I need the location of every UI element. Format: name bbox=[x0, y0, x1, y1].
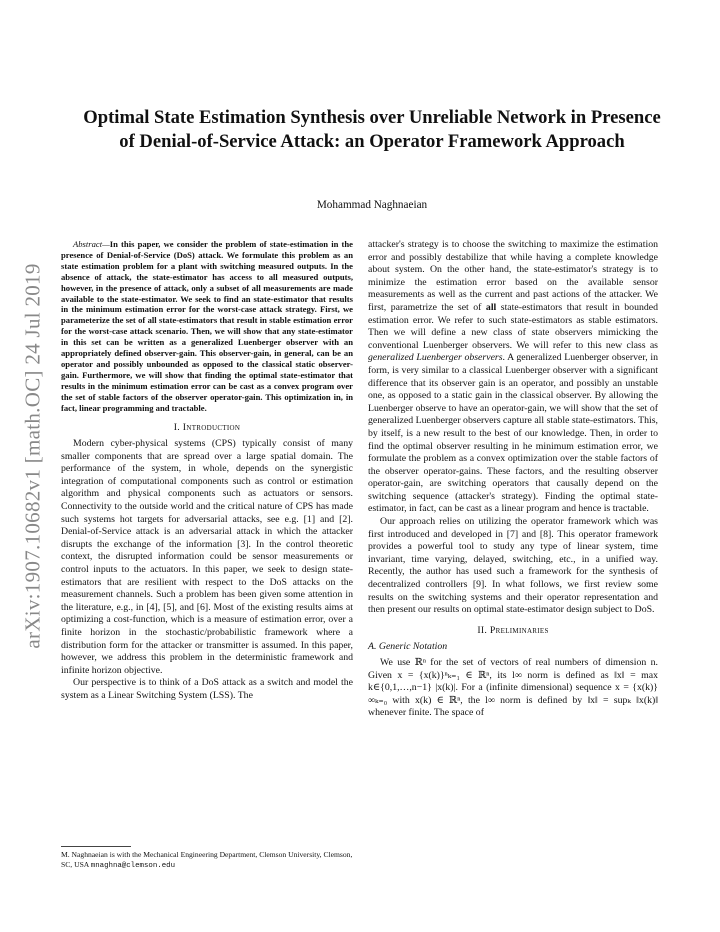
intro-paragraph-1: Modern cyber-physical systems (CPS) typically consist of many smaller components that are spread over a large spatial domain. The performance of the system, in whole, depends on the synergistic integration of computational components such as control or estimation algorithm and physical components such as actuators or sensors. Connectivity to the outside world and the critical nature of CPS has made such systems hot targets for adversarial attacks, see e.g. [1] and [2]. Denial-of-Service attack is an adversarial attack in which the attacker disrupts the exchange of the information [3]. In the control theoretic context, the disrupted information could be sensor measurements or control inputs to the actuators. In this paper, we seek to design state-estimators that are resilient with respect to the DoS attacks on the measurement channels. Such a problem has been given some attention in the literature, e.g., in [4], [5], and [6]. Most of the existing results aims at optimizing a cost-function, which is a measure of estimation error, over a finite horizon in the stochastic/probabilistic framework where a distribution form for the attacker or transmitter is assumed. In this paper, however, we address this problem in the deterministic framework and infinite horizon objective. bbox=[61, 438, 353, 676]
arxiv-stamp-text: arXiv:1907.10682v1 [math.OC] 24 Jul 2019 bbox=[20, 263, 45, 649]
section-introduction-heading: I. Introduction bbox=[173, 421, 241, 433]
author-name: Mohammad Naghnaeian bbox=[316, 199, 428, 211]
intro-paragraph-2: Our perspective is to think of a DoS attack as a switch and model the system as a Linear Switching System (LSS). The bbox=[61, 677, 353, 701]
right-p1-part-b: state-estimators that result in bounded estimation error. We refer to such state-estimators as stable estimators. Then we will define a new class of state observers mimicking the conventional Luenberger observers. We will refer to this new class as bbox=[368, 301, 659, 351]
footnote-email: mnaghna@clemson.edu bbox=[90, 861, 176, 870]
left-column bbox=[61, 239, 353, 703]
notation-paragraph: We use ℝⁿ for the set of vectors of real numbers of dimension n. Given x = {x(k)}ⁿₖ₌₁ ∈ ℝⁿ, its l∞ norm is defined as ‖x‖ = max k∈{0,1,…,n−1} |x(k)|. For a (infinite dimensional) sequence x = {x(k)}∞ₖ₌₀ with x(k) ∈ ℝⁿ, the l∞ norm is defined by ‖x‖ = supₖ ‖x(k)‖ whenever finite. The space of bbox=[368, 657, 658, 719]
right-column bbox=[368, 239, 658, 720]
subsection-generic-notation: A. Generic Notation bbox=[368, 641, 448, 653]
abstract-body: In this paper, we consider the problem of state-estimation in the presence of Denial-of-Service (DoS) attack. We formulate this problem as an state estimation problem for a plant with switching measured outputs. In the absence of attack, the state-estimator has access to all measured outputs, however, in the presence of attack, only a subset of all measurements are made available to the state-estimator. We seek to find an state-estimator that results in the minimum estimation error for the worst-case attack strategy. First, we parameterize the set of all state-estimators that result in stable estimation error for the worst-case attack scenario. Then, we will show that any state-estimator in this set can be written as a generalized Luenberger observer with an appropriately defined observer-gain. This observer-gain, in general, can be an operator and possibly unbounded as opposed to the classical static observer-gain. Furthermore, we will show that finding the optimal state-estimator that results in the minimum estimation error can be cast as a convex program over the set of stable factors of the observer operator-gain. This optimization in, in fact, linear programming and tractable. bbox=[61, 239, 353, 413]
right-p1-bold-all: all bbox=[485, 301, 497, 313]
footnote bbox=[61, 850, 353, 871]
right-p1-part-a: attacker's strategy is to choose the switching to maximize the estimation error and possibly destabilize that while having a complete knowledge about system. On the other hand, the state-estimator's strategy is to minimize the estimation error based on the available sensor measurements as well as the current and past actions of the attacker. We first, parametrize the set of bbox=[368, 239, 658, 313]
footnote-rule bbox=[61, 846, 131, 847]
abstract-lead: Abstract— bbox=[73, 239, 110, 249]
right-paragraph-2: Our approach relies on utilizing the operator framework which was first introduced and developed in [7] and [8]. This operator framework provides a powerful tool to study any type of linear system, time invariant, time varying, delayed, switching, etc., in a unified way. Recently, the author has used such a framework for the synthesis of decentralized controllers [9]. In what follows, we first review some results on the switching systems and their operator representation and then present our results on optimal state-estimator design subject to DoS. bbox=[368, 516, 658, 616]
section-preliminaries-heading: II. Preliminaries bbox=[477, 624, 549, 636]
arxiv-stamp bbox=[18, 236, 48, 676]
right-paragraph-1 bbox=[368, 239, 658, 516]
abstract bbox=[61, 239, 353, 414]
right-p1-italic-term: generalized Luenberger observers bbox=[368, 352, 503, 364]
right-p1-part-c: . A generalized Luenberger observer, in form, is very similar to a classical Luenberger observer with a significant difference that its observer gain is an operator, and possibly an unstable one, as opposed to a static gain in the classical observer. By allowing the Luenberger observe to have an operator-gain, we will show that the set of generalized Luenberger observers capture all stable state-estimators. This, by itself, is a new result to the best of our knowledge. Then, in order to find the optimal observer resulting in he minimum estimation error, we formulate the problem as a convex optimization over the stable factors of the observer operator-gains. These factors, and the resulting observer operator-gain, are switching operators that causally depend on the switching sequence (attacker's strategy). Finding the optimal state-estimator, in fact, can be cast as a linear program and hence is tractable. bbox=[368, 352, 658, 515]
paper-title: Optimal State Estimation Synthesis over Unreliable Network in Presence of Denial-of-Service Attack: an Operator Framework Approach bbox=[83, 107, 661, 152]
footnote-text: M. Naghnaeian is with the Mechanical Engineering Department, Clemson University, Clemson, SC, USA bbox=[61, 850, 353, 869]
